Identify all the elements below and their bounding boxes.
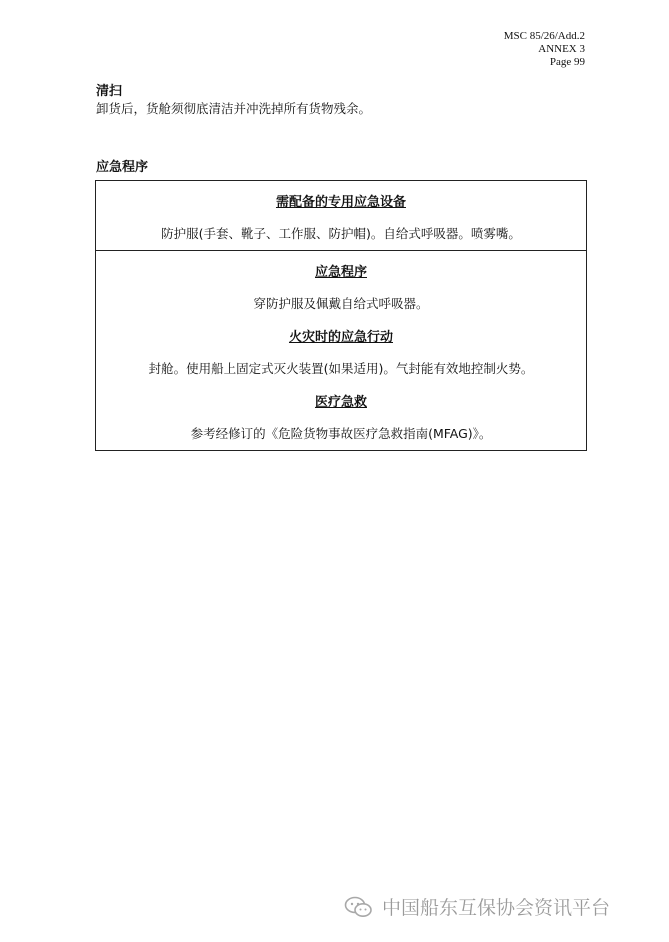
fire-text: 封舱。使用船上固定式灭火装置(如果适用)。气封能有效地控制火势。 — [148, 361, 534, 376]
watermark — [344, 893, 610, 920]
equipment-heading: 需配备的专用应急设备 — [275, 195, 406, 210]
doc-reference: MSC 85/26/Add.2 — [503, 30, 585, 42]
annex-label: ANNEX 3 — [538, 43, 585, 55]
emergency-table — [95, 180, 587, 451]
watermark-text: 中国船东互保协会资讯平台 — [382, 897, 611, 919]
equipment-text: 防护服(手套、靴子、工作服、防护帽)。自给式呼吸器。喷雾嘴。 — [161, 226, 521, 241]
medical-heading: 医疗急救 — [314, 395, 367, 410]
procedure-text: 穿防护服及佩戴自给式呼吸器。 — [253, 296, 429, 311]
cleaning-title: 清扫 — [96, 84, 123, 99]
cleaning-text: 卸货后，货舱须彻底清洁并冲洗掉所有货物残余。 — [96, 101, 372, 116]
medical-text: 参考经修订的《危险货物事故医疗急救指南(MFAG)》。 — [190, 426, 492, 441]
equipment-section — [96, 181, 586, 250]
wechat-icon — [344, 895, 374, 919]
emergency-title: 应急程序 — [96, 160, 149, 175]
document-header — [504, 30, 585, 69]
page-number: Page 99 — [549, 56, 585, 68]
fire-heading: 火灾时的应急行动 — [288, 330, 393, 345]
procedures-section — [96, 250, 586, 450]
procedure-heading: 应急程序 — [314, 265, 367, 280]
